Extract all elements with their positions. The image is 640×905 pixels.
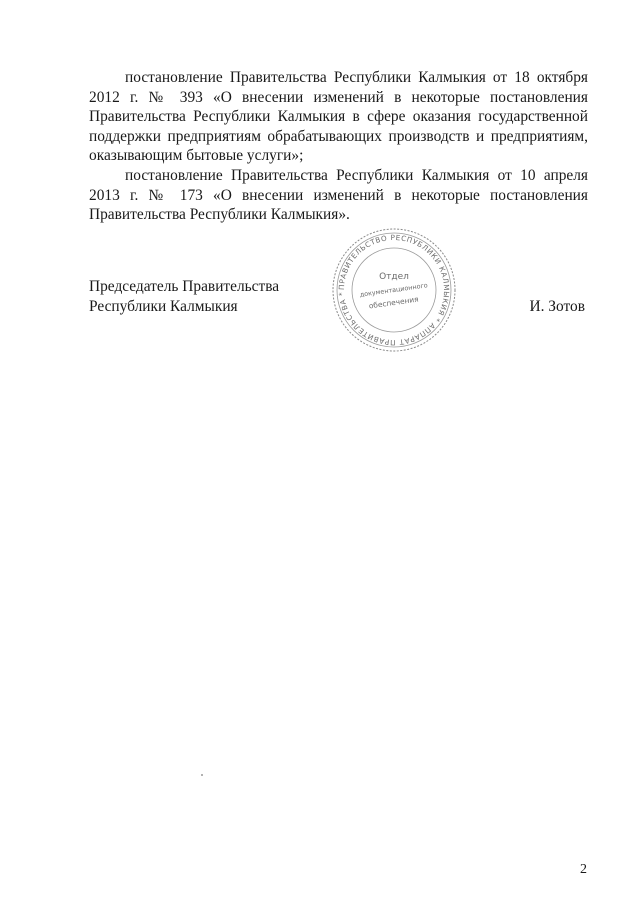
paragraph-resolution-173: постановление Правительства Республики Калмыкия от 10 апреля 2013 г. № 173 «О внесении изменений в некоторые постановления Правительства Республики Калмыкия». — [89, 166, 588, 224]
seal-ring-text: ПРАВИТЕЛЬСТВО РЕСПУБЛИКИ КАЛМЫКИЯ * АППАРАТ ПРАВИТЕЛЬСТВА * — [336, 232, 452, 348]
seal-inner-line3: обеспечения — [368, 294, 420, 311]
seal-inner-line2: документационного — [359, 281, 429, 299]
signatory-name: И. Зотов — [529, 297, 585, 315]
signature-block — [89, 277, 588, 316]
paragraph-resolution-393: постановление Правительства Республики Калмыкия от 18 октября 2012 г. № 393 «О внесении изменений в некоторые постановления Правительства Республики Калмыкия в сфере оказания государственной поддержки предприятиям обрабатывающих производств и предприятиям, оказывающим бытовые услуги»; — [89, 69, 588, 165]
signatory-title-line2: Республики Калмыкия — [89, 297, 238, 315]
scan-speck — [201, 774, 203, 776]
seal-inner-line1: Отдел — [379, 272, 409, 282]
document-body — [89, 68, 588, 225]
page-number: 2 — [580, 862, 587, 877]
signatory-title-line1: Председатель Правительства — [89, 278, 280, 295]
